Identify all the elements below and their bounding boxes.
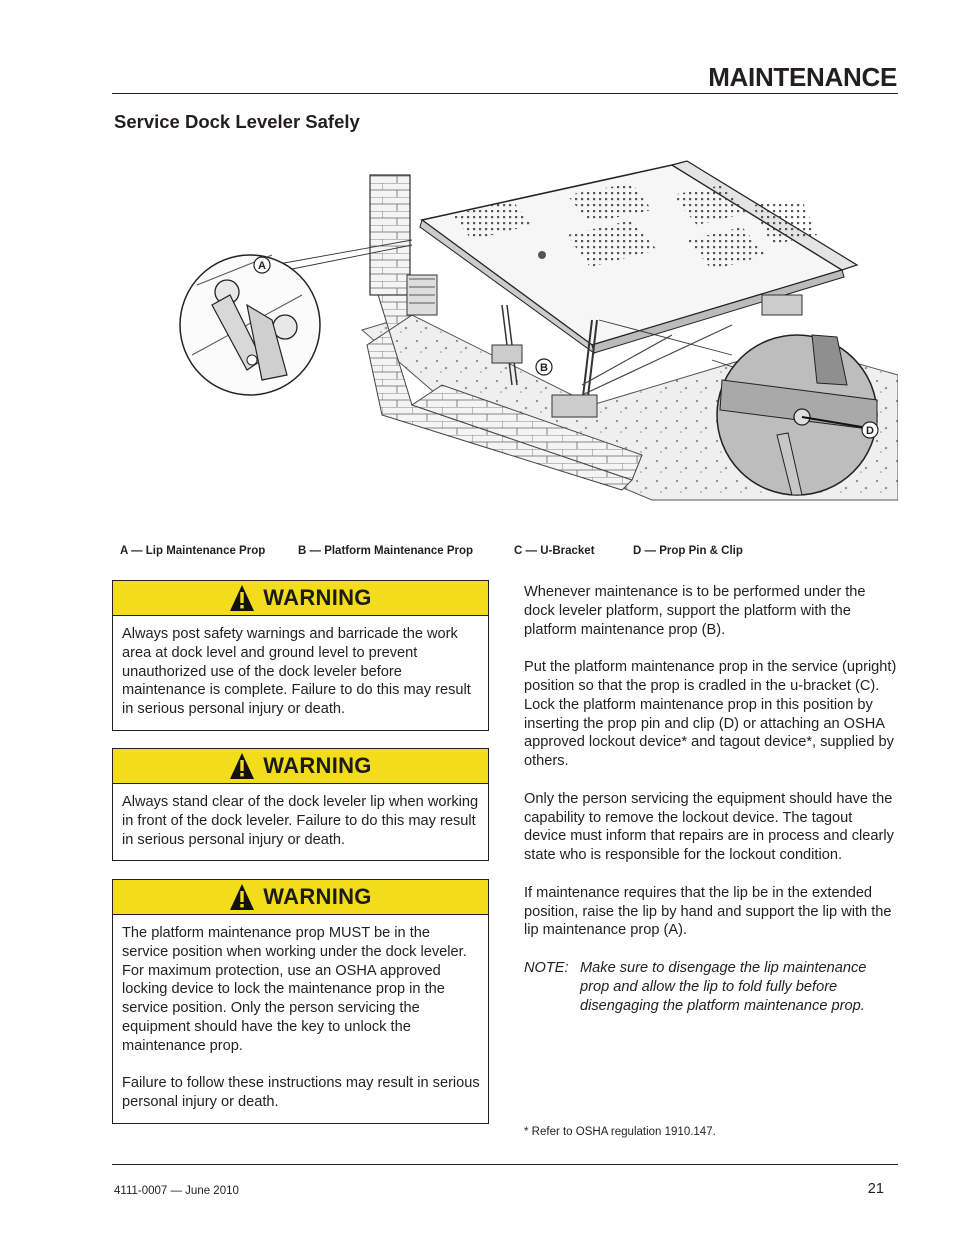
note — [524, 959, 898, 1015]
warning-box-2 — [112, 748, 489, 861]
body-paragraph: Put the platform maintenance prop in the service (upright) position so that the prop is cradled in the u-bracket (C). Lock the platform maintenance prop in this position by inserting the prop pin and clip (D) or attaching an OSHA approved lockout device* and tagout device*, supplied by others. — [524, 659, 897, 770]
legend-item-a: A — Lip Maintenance Prop — [120, 545, 266, 557]
warning-label: WARNING — [263, 585, 372, 610]
warning-box-1 — [112, 580, 489, 731]
warning-text: The platform maintenance prop MUST be in the service position when working under the dock leveler. For maximum protection, use an OSHA approved locking device to lock the maintenance prop in the service position. Only the person servicing the equipment should have the key to unlock the maintenance prop. — [122, 925, 467, 1054]
warning-header — [113, 880, 488, 915]
legend-item-c: C — U-Bracket — [514, 545, 595, 557]
dock-leveler-illustration — [112, 155, 898, 530]
note-text: Make sure to disengage the lip maintenance prop and allow the lip to fold fully before disengaging the platform maintenance prop. — [580, 959, 867, 1014]
body-paragraph: Whenever maintenance is to be performed under the dock leveler platform, support the platform with the platform maintenance prop (B). — [524, 584, 866, 638]
callout-d — [862, 422, 878, 438]
warning-triangle-icon — [229, 584, 255, 612]
body-paragraph: Only the person servicing the equipment should have the capability to remove the lockout device. The tagout device must inform that repairs are in process and clearly state who is responsible for the lockout condition. — [524, 790, 894, 864]
note-label: NOTE: — [524, 959, 569, 976]
body-text — [524, 583, 898, 1015]
header-rule — [112, 93, 898, 94]
callout-b-label: B — [540, 362, 548, 374]
warning-text: Always stand clear of the dock leveler lip when working in front of the dock leveler. Failure to do this may result in serious personal injury or death. — [122, 794, 479, 848]
body-paragraph: If maintenance requires that the lip be in the extended position, raise the lip by hand and support the lip with the lip maintenance prop (A). — [524, 884, 892, 939]
dock-leveler-drawing — [112, 155, 898, 530]
warning-label: WARNING — [263, 884, 372, 909]
warning-text: Always post safety warnings and barricade the work area at dock level and ground level to prevent unauthorized use of the dock leveler before maintenance is complete. Failure to do this may result in serious personal injury or death. — [122, 626, 471, 718]
footer-rule — [112, 1164, 898, 1165]
footnote: * Refer to OSHA regulation 1910.147. — [524, 1126, 716, 1138]
warning-header — [113, 749, 488, 784]
callout-a — [254, 257, 270, 273]
document-id: 4111-0007 — June 2010 — [114, 1185, 239, 1197]
warning-triangle-icon — [229, 883, 255, 911]
legend-item-b: B — Platform Maintenance Prop — [298, 545, 474, 557]
callout-d-label: D — [866, 425, 874, 437]
callout-b — [536, 359, 552, 375]
page-number: 21 — [867, 1181, 884, 1197]
warning-header — [113, 581, 488, 616]
warning-box-3 — [112, 879, 489, 1124]
page-heading: Service Dock Leveler Safely — [114, 111, 360, 132]
section-title: MAINTENANCE — [708, 62, 897, 92]
legend-item-d: D — Prop Pin & Clip — [633, 545, 743, 557]
warning-label: WARNING — [263, 753, 372, 778]
warning-triangle-icon — [229, 752, 255, 780]
warning-text: Failure to follow these instructions may result in serious personal injury or death. — [122, 1075, 480, 1111]
callout-a-label: A — [258, 260, 266, 272]
